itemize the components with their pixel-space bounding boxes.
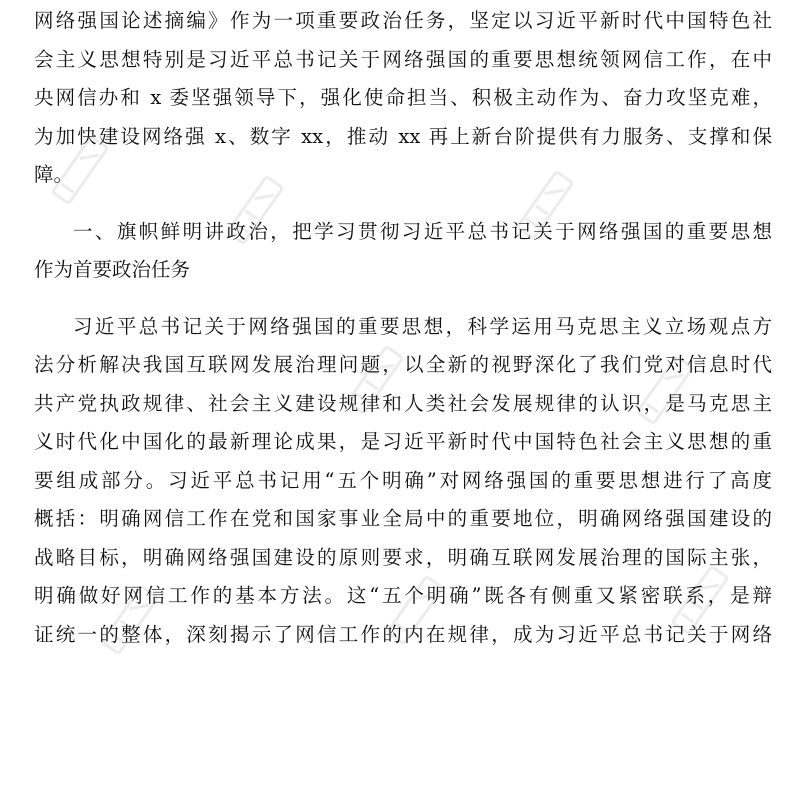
- text-line: 法分析解决我国互联网发展治理问题，以全新的视野深化了我们党对信息时代: [34, 353, 772, 376]
- text-line: 战略目标，明确网络强国建设的原则要求，明确互联网发展治理的国际主张，: [34, 545, 772, 569]
- paragraph-spacer: [34, 290, 772, 308]
- text-line: 习近平总书记关于网络强国的重要思想，科学运用马克思主义立场观点方: [73, 314, 772, 338]
- text-line: 共产党执政规律、社会主义建设规律和人类社会发展规律的认识，是马克思主: [34, 391, 772, 415]
- text-line: 网络强国论述摘编》作为一项重要政治任务，坚定以习近平新时代中国特色社: [34, 9, 772, 32]
- text-line: 央网信办和 x 委坚强领导下，强化使命担当、积极主动作为、奋力攻坚克难，: [34, 86, 772, 109]
- paragraph-spacer: [34, 195, 772, 213]
- heading-line: 作为首要政治任务: [34, 258, 191, 281]
- text-line: 要组成部分。习近平总书记用“五个明确”对网络强国的重要思想进行了高度: [34, 468, 772, 492]
- text-line: 为加快建设网络强 x、数字 xx，推动 xx 再上新台阶提供有力服务、支撑和保: [34, 124, 772, 148]
- text-line: 证统一的整体，深刻揭示了网信工作的内在规律，成为习近平总书记关于网络: [34, 622, 772, 646]
- text-line: 会主义思想特别是习近平总书记关于网络强国的重要思想统领网信工作，在中: [34, 47, 772, 71]
- text-line: 概括：明确网信工作在党和国家事业全局中的重要地位，明确网络强国建设的: [34, 507, 772, 530]
- paragraph-intro: [34, 2, 772, 195]
- heading-line: 一、旗帜鲜明讲政治，把学习贯彻习近平总书记关于网络强国的重要思想: [73, 219, 772, 243]
- document-body: [34, 2, 772, 654]
- text-line: 障。: [34, 163, 74, 186]
- section-heading: [34, 213, 772, 290]
- paragraph-body: [34, 308, 772, 655]
- text-line: 明确做好网信工作的基本方法。这“五个明确”既各有侧重又紧密联系，是辩: [34, 584, 772, 607]
- text-line: 义时代化中国化的最新理论成果，是习近平新时代中国特色社会主义思想的重: [34, 430, 772, 453]
